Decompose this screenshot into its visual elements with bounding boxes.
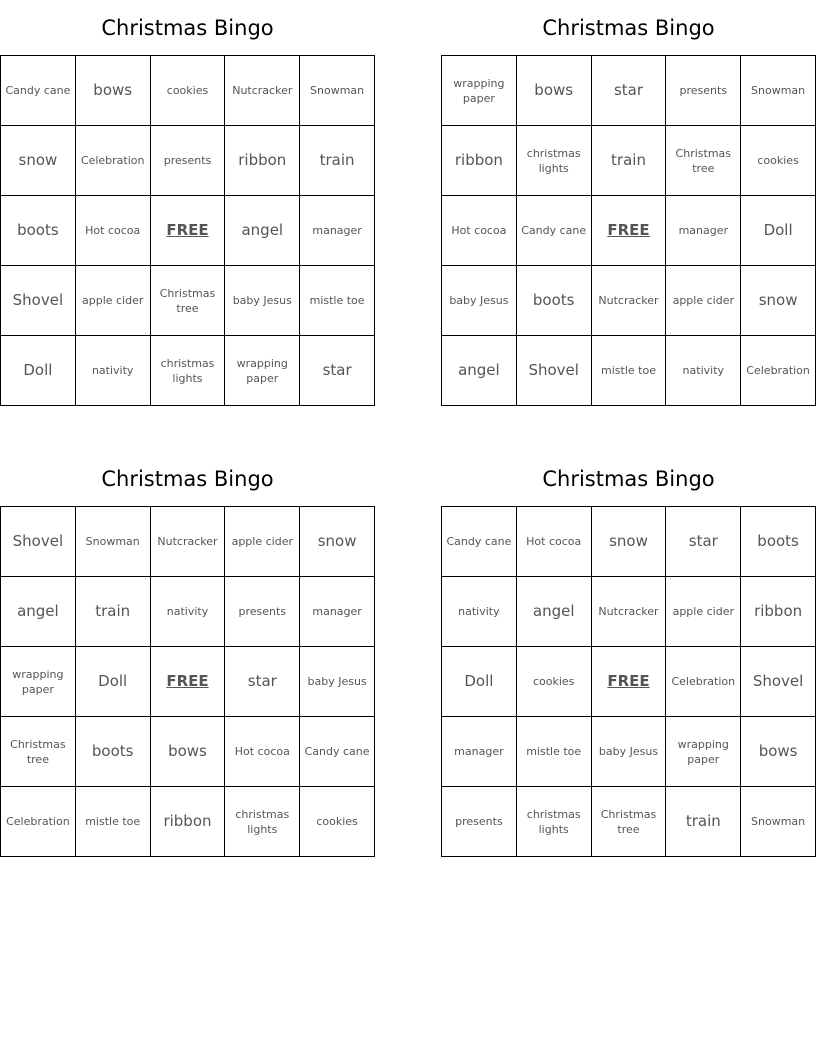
bingo-cell: ribbon: [225, 126, 300, 196]
bingo-cell: Candy cane: [1, 56, 76, 126]
bingo-cell: Celebration: [1, 787, 76, 857]
bingo-cell: Doll: [442, 647, 517, 717]
grid-row: [1, 717, 375, 787]
bingo-cell: boots: [75, 717, 150, 787]
bingo-cell: train: [300, 126, 375, 196]
bingo-cell: Snowman: [741, 56, 816, 126]
bingo-cell: apple cider: [225, 507, 300, 577]
bingo-cell: Nutcracker: [225, 56, 300, 126]
bingo-cell: nativity: [150, 577, 225, 647]
bingo-cell: Snowman: [75, 507, 150, 577]
bingo-cell: Hot cocoa: [442, 196, 517, 266]
bingo-cell: boots: [1, 196, 76, 266]
bingo-cell: Shovel: [516, 336, 591, 406]
bingo-cell: Snowman: [741, 787, 816, 857]
bingo-cell: snow: [591, 507, 666, 577]
bingo-cell: Nutcracker: [150, 507, 225, 577]
bingo-cell: baby Jesus: [300, 647, 375, 717]
bingo-cell: wrapping paper: [225, 336, 300, 406]
bingo-cell: Celebration: [666, 647, 741, 717]
bingo-cell: Hot cocoa: [516, 507, 591, 577]
bingo-grid: [441, 506, 816, 857]
bingo-cell: cookies: [741, 126, 816, 196]
bingo-cell: mistle toe: [516, 717, 591, 787]
free-space: FREE: [591, 647, 666, 717]
bingo-cell: apple cider: [666, 577, 741, 647]
bingo-cell: mistle toe: [75, 787, 150, 857]
bingo-cell: mistle toe: [300, 266, 375, 336]
bingo-cell: nativity: [666, 336, 741, 406]
bingo-cell: nativity: [75, 336, 150, 406]
grid-row: [442, 196, 816, 266]
bingo-cell: presents: [442, 787, 517, 857]
bingo-cell: manager: [666, 196, 741, 266]
bingo-cell: Hot cocoa: [75, 196, 150, 266]
grid-row: [1, 126, 375, 196]
bingo-cell: cookies: [300, 787, 375, 857]
bingo-cell: bows: [516, 56, 591, 126]
bingo-cell: angel: [516, 577, 591, 647]
bingo-card-4: [441, 451, 816, 857]
bingo-cell: manager: [300, 577, 375, 647]
grid-row: [1, 647, 375, 717]
bingo-cell: baby Jesus: [442, 266, 517, 336]
bingo-grid: [0, 55, 375, 406]
card-title: Christmas Bingo: [101, 16, 274, 40]
bingo-cell: Christmas tree: [150, 266, 225, 336]
bingo-cell: christmas lights: [516, 787, 591, 857]
bingo-cell: bows: [75, 56, 150, 126]
bingo-cell: bows: [150, 717, 225, 787]
bingo-cell: star: [225, 647, 300, 717]
grid-row: [442, 336, 816, 406]
bingo-cell: Shovel: [1, 507, 76, 577]
bingo-cell: baby Jesus: [225, 266, 300, 336]
bingo-cell: Celebration: [741, 336, 816, 406]
bingo-cell: bows: [741, 717, 816, 787]
bingo-cell: Celebration: [75, 126, 150, 196]
bingo-cell: apple cider: [75, 266, 150, 336]
bingo-cell: snow: [741, 266, 816, 336]
grid-row: [1, 56, 375, 126]
card-title: Christmas Bingo: [542, 467, 715, 491]
free-space: FREE: [150, 647, 225, 717]
bingo-cell: Nutcracker: [591, 577, 666, 647]
card-title: Christmas Bingo: [101, 467, 274, 491]
grid-row: [442, 507, 816, 577]
card-title: Christmas Bingo: [542, 16, 715, 40]
grid-row: [442, 647, 816, 717]
grid-row: [442, 787, 816, 857]
bingo-cell: Shovel: [741, 647, 816, 717]
bingo-cell: wrapping paper: [442, 56, 517, 126]
bingo-cell: train: [591, 126, 666, 196]
bingo-cell: train: [75, 577, 150, 647]
grid-row: [1, 577, 375, 647]
bingo-cell: snow: [300, 507, 375, 577]
grid-row: [442, 577, 816, 647]
free-space: FREE: [150, 196, 225, 266]
grid-row: [442, 56, 816, 126]
bingo-cell: boots: [516, 266, 591, 336]
bingo-cell: Christmas tree: [591, 787, 666, 857]
grid-row: [1, 196, 375, 266]
bingo-cell: angel: [1, 577, 76, 647]
bingo-cell: Doll: [75, 647, 150, 717]
free-space: FREE: [591, 196, 666, 266]
grid-row: [442, 717, 816, 787]
bingo-cell: snow: [1, 126, 76, 196]
bingo-cell: cookies: [150, 56, 225, 126]
bingo-cell: Christmas tree: [1, 717, 76, 787]
grid-row: [1, 336, 375, 406]
grid-row: [442, 266, 816, 336]
grid-row: [1, 787, 375, 857]
bingo-cell: presents: [225, 577, 300, 647]
bingo-cell: ribbon: [442, 126, 517, 196]
bingo-cell: train: [666, 787, 741, 857]
bingo-cell: Candy cane: [442, 507, 517, 577]
bingo-cell: christmas lights: [150, 336, 225, 406]
bingo-cell: christmas lights: [225, 787, 300, 857]
bingo-cell: ribbon: [741, 577, 816, 647]
bingo-cell: nativity: [442, 577, 517, 647]
bingo-cell: star: [666, 507, 741, 577]
bingo-cell: angel: [442, 336, 517, 406]
bingo-cell: Hot cocoa: [225, 717, 300, 787]
bingo-cell: Christmas tree: [666, 126, 741, 196]
bingo-cell: ribbon: [150, 787, 225, 857]
bingo-cell: baby Jesus: [591, 717, 666, 787]
bingo-cell: wrapping paper: [1, 647, 76, 717]
bingo-card-3: [0, 451, 375, 857]
bingo-cell: presents: [150, 126, 225, 196]
bingo-cell: star: [300, 336, 375, 406]
grid-row: [1, 266, 375, 336]
bingo-cell: mistle toe: [591, 336, 666, 406]
bingo-cell: Candy cane: [516, 196, 591, 266]
bingo-cell: Candy cane: [300, 717, 375, 787]
bingo-cell: Doll: [741, 196, 816, 266]
bingo-cell: boots: [741, 507, 816, 577]
bingo-cell: cookies: [516, 647, 591, 717]
grid-row: [442, 126, 816, 196]
bingo-card-2: [441, 0, 816, 406]
bingo-cell: Doll: [1, 336, 76, 406]
bingo-cell: star: [591, 56, 666, 126]
bingo-cell: apple cider: [666, 266, 741, 336]
bingo-cell: Snowman: [300, 56, 375, 126]
bingo-card-1: [0, 0, 375, 406]
bingo-cell: Shovel: [1, 266, 76, 336]
grid-row: [1, 507, 375, 577]
bingo-cell: christmas lights: [516, 126, 591, 196]
bingo-cell: manager: [300, 196, 375, 266]
bingo-cell: presents: [666, 56, 741, 126]
bingo-cell: wrapping paper: [666, 717, 741, 787]
bingo-cell: Nutcracker: [591, 266, 666, 336]
bingo-cell: manager: [442, 717, 517, 787]
bingo-grid: [441, 55, 816, 406]
bingo-cell: angel: [225, 196, 300, 266]
bingo-grid: [0, 506, 375, 857]
